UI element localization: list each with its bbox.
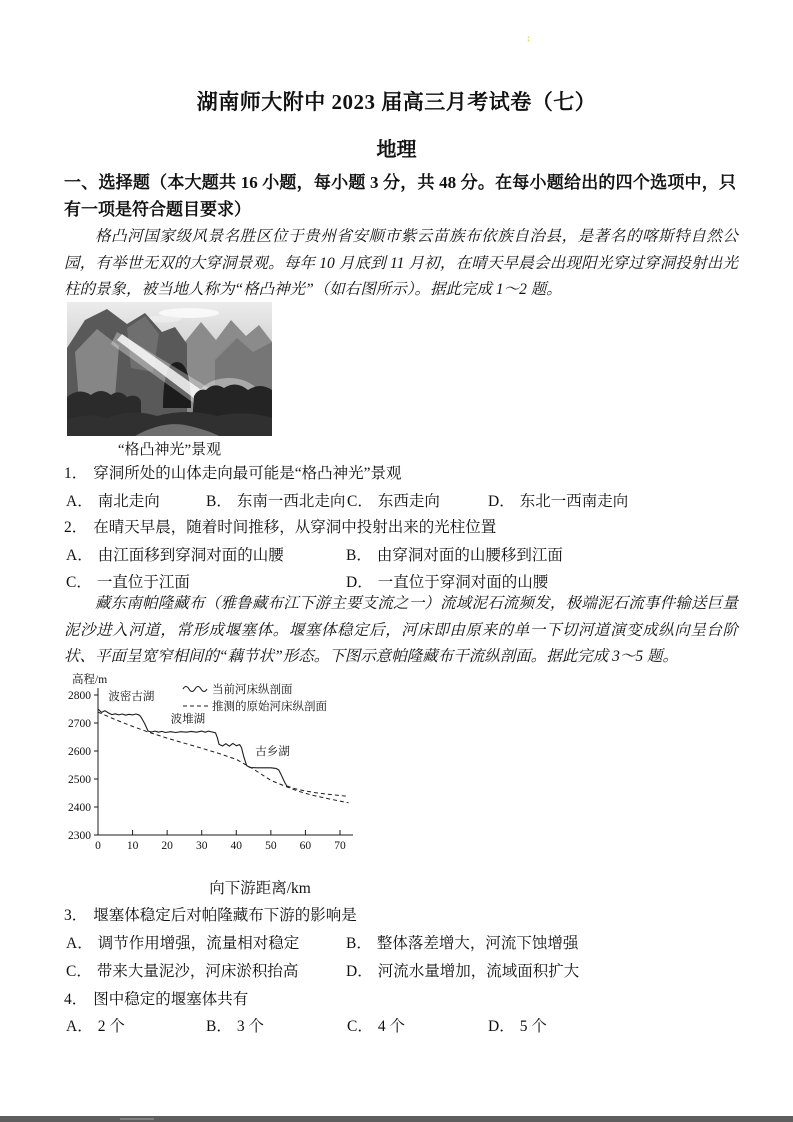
- subject-title: 地理: [376, 139, 417, 161]
- question-3-stem: 3． 堰塞体稳定后对帕隆藏布下游的影响是: [64, 907, 357, 924]
- svg-text:50: 50: [265, 840, 277, 852]
- option-4a: A． 2 个: [66, 1018, 125, 1035]
- option-2b: B． 由穿洞对面的山腰移到江面: [346, 547, 563, 564]
- svg-text:波堆湖: 波堆湖: [170, 713, 206, 726]
- svg-text:30: 30: [195, 840, 208, 852]
- section-heading: 一、选择题（本大题共 16 小题，每小题 3 分，共 48 分。在每小题给出的四个选项中，只有一项是符合题目要求）: [64, 173, 736, 219]
- svg-text:当前河床纵剖面: 当前河床纵剖面: [212, 684, 293, 696]
- question-2-options-row2: [64, 570, 764, 590]
- question-2-number: 2．: [64, 519, 88, 536]
- option-3d: D． 河流水量增加，流域面积扩大: [346, 963, 580, 980]
- svg-text:2500: 2500: [68, 774, 91, 786]
- option-1c: C． 东西走向: [347, 493, 440, 510]
- option-3b: B． 整体落差增大，河流下蚀增强: [346, 935, 579, 952]
- svg-text:2600: 2600: [68, 746, 91, 758]
- svg-text:10: 10: [126, 840, 139, 852]
- passage-palong-zangbo: 藏东南帕隆藏布（雅鲁藏布江下游主要支流之一）流域泥石流频发，极端泥石流事件输送巨量泥沙进入河道，常形成堰塞体。堰塞体稳定后，河床即由原来的单一下切河道演变成纵向呈台阶状、平面呈宽窄相间的“藕节状”形态。下图示意帕隆藏布干流纵剖面。据此完成 3～5 题。: [64, 595, 738, 665]
- option-2a: A． 由江面移到穿洞对面的山腰: [66, 547, 284, 564]
- bottom-bar-dots: [120, 1118, 154, 1120]
- question-2-options-row1: [64, 543, 764, 563]
- bottom-window-bar: [0, 1116, 793, 1122]
- stray-yellow-mark: :: [527, 33, 530, 43]
- svg-text:40: 40: [230, 840, 243, 852]
- question-1-options: [64, 489, 764, 509]
- svg-text:20: 20: [161, 840, 173, 852]
- svg-text:波密古湖: 波密古湖: [108, 691, 155, 704]
- question-4-options: [64, 1014, 764, 1034]
- passage-getu-river: 格凸河国家级风景名胜区位于贵州省安顺市紫云苗族布依族自治县，是著名的喀斯特自然公园，有举世无双的大穿洞景观。每年 10 月底到 11 月初，在晴天早晨会出现阳光穿过穿洞投射出光柱的景象，被当地人称为“格凸神光”（如右图所示）。据此完成 1～2 题。: [64, 228, 738, 298]
- question-2-stem: 2． 在晴天早晨，随着时间推移，从穿洞中投射出来的光柱位置: [64, 519, 497, 536]
- option-1d: D． 东北一西南走向: [488, 493, 629, 510]
- question-3-options-row1: [64, 931, 764, 951]
- question-3-options-row2: [64, 959, 764, 979]
- svg-text:高程/m: 高程/m: [72, 674, 108, 686]
- river-profile-chart: [53, 670, 363, 870]
- question-3-number: 3．: [64, 907, 88, 924]
- option-4b: B． 3 个: [206, 1018, 264, 1035]
- svg-text:推测的原始河床纵剖面: 推测的原始河床纵剖面: [212, 701, 327, 713]
- option-1b: B． 东南一西北走向: [206, 493, 346, 510]
- svg-text:2800: 2800: [68, 690, 91, 702]
- question-4-stem: 4． 图中稳定的堰塞体共有: [64, 991, 249, 1008]
- svg-text:0: 0: [95, 840, 101, 852]
- question-4-number: 4．: [64, 991, 88, 1008]
- svg-text:70: 70: [334, 840, 346, 852]
- photo-caption: “格凸神光”景观: [117, 442, 222, 458]
- option-1a: A． 南北走向: [66, 493, 160, 510]
- option-4d: D． 5 个: [488, 1018, 547, 1035]
- svg-text:2300: 2300: [68, 830, 91, 842]
- exam-title: 湖南师大附中 2023 届高三月考试卷（七）: [196, 90, 597, 114]
- chart-x-axis-caption: 向下游距离/km: [209, 880, 311, 897]
- option-2c: C． 一直位于江面: [66, 574, 190, 591]
- getu-shenguang-photo: [67, 302, 272, 436]
- option-3a: A． 调节作用增强，流量相对稳定: [66, 935, 300, 952]
- svg-text:60: 60: [299, 840, 312, 852]
- option-2d: D． 一直位于穿洞对面的山腰: [346, 574, 549, 591]
- svg-text:2400: 2400: [68, 802, 91, 814]
- svg-text:古乡湖: 古乡湖: [255, 746, 290, 759]
- option-3c: C． 带来大量泥沙，河床淤积抬高: [66, 963, 299, 980]
- option-4c: C． 4 个: [347, 1018, 405, 1035]
- question-1-number: 1．: [64, 465, 88, 482]
- svg-text:2700: 2700: [68, 718, 91, 730]
- question-1-stem: 1． 穿洞所处的山体走向最可能是“格凸神光”景观: [64, 465, 402, 482]
